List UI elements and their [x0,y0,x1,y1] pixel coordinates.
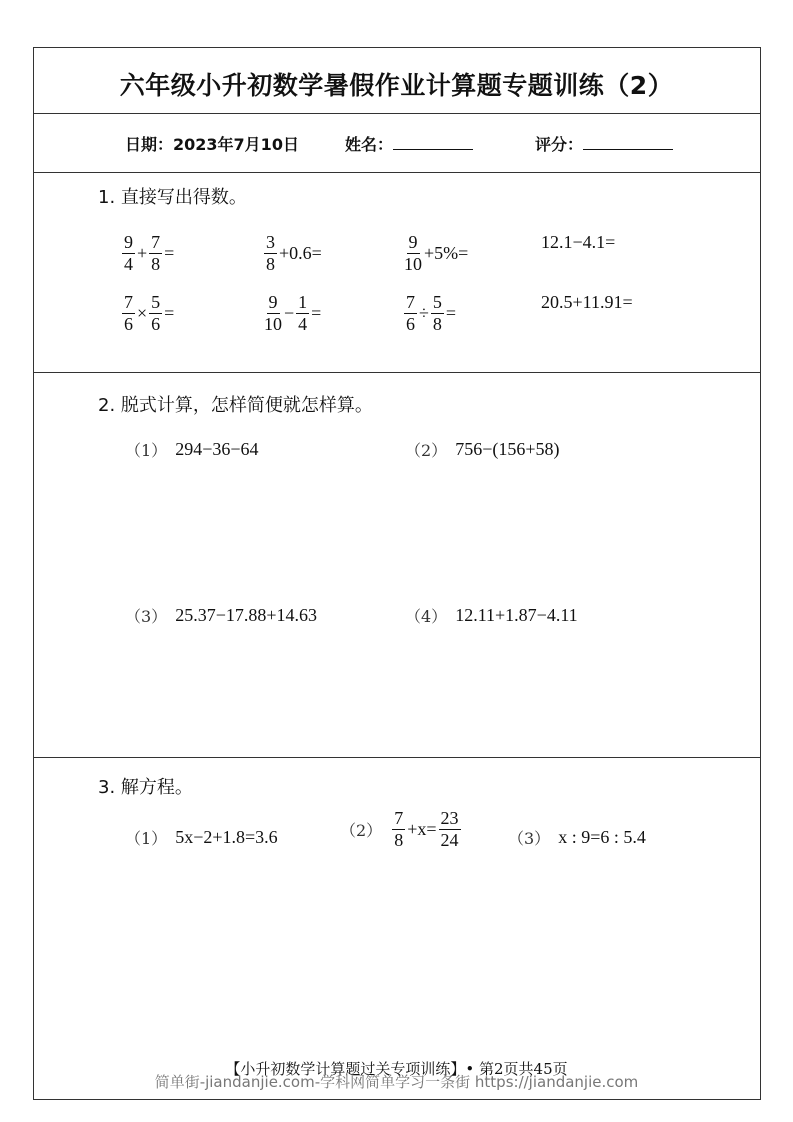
fraction [149,292,162,334]
expression-text: = [311,302,322,323]
calc-item [402,232,468,274]
denominator: 10 [404,253,422,274]
calc-problem [405,438,559,461]
fraction [404,232,422,274]
expression-text: 5x−2+1.8=3.6 [175,827,278,847]
name-blank[interactable] [393,135,473,150]
problem-label: （2） [340,820,383,840]
expression-text: +x= [407,818,437,839]
expression-text: 12.1−4.1= [541,232,616,252]
expression-text: 294−36−64 [175,439,259,459]
divider [33,372,761,373]
fraction [264,292,282,334]
date-field [125,132,299,155]
denominator: 4 [298,313,308,334]
fraction [264,232,277,274]
expression-text: 12.11+1.87−4.11 [455,605,578,625]
score-field [535,132,673,155]
calc-problem [125,438,259,461]
denominator: 4 [124,253,133,274]
divider [33,757,761,758]
denominator: 8 [394,829,404,850]
numerator: 1 [298,292,308,312]
calc-problem [405,604,578,627]
expression-text: 756−(156+58) [455,439,560,459]
equation [508,826,646,849]
denominator: 6 [151,313,161,334]
section-heading: 1. 直接写出得数。 [98,187,247,208]
name-field [345,132,473,155]
numerator: 7 [406,292,415,312]
expression-text: ÷ [419,302,429,323]
expression-text: − [284,302,295,323]
divider [33,113,761,114]
numerator: 23 [440,808,459,828]
problem-label: （3） [125,607,168,626]
expression-text: +0.6= [279,242,322,263]
numerator: 3 [266,232,275,252]
fraction [439,808,461,850]
fraction [149,232,162,274]
numerator: 9 [268,292,278,312]
denominator: 6 [124,313,133,334]
problem-label: （4） [405,607,448,626]
fraction [122,292,135,334]
numerator: 7 [151,232,161,252]
section-heading: 3. 解方程。 [98,777,193,798]
equation [125,826,278,849]
numerator: 5 [151,292,161,312]
calc-problem [125,604,317,627]
expression-text: = [164,302,175,323]
denominator: 8 [151,253,161,274]
expression-text: = [164,242,175,263]
fraction [122,232,135,274]
score-label: 评分： [535,135,584,154]
expression-text: + [137,242,148,263]
numerator: 9 [124,232,133,252]
expression-text: 25.37−17.88+14.63 [175,605,317,625]
expression-text: +5%= [424,242,469,263]
page-footer: 【小升初数学计算题过关专项训练】• 第2页共45页 [225,1060,568,1078]
section-heading: 2. 脱式计算，怎样简便就怎样算。 [98,395,373,416]
watermark: 简单街-jiandanjie.com-学科网简单学习一条街 https://jiandanjie.com [154,1073,639,1091]
numerator: 7 [394,808,404,828]
denominator: 8 [432,313,442,334]
calc-item [541,232,615,253]
problem-label: （2） [405,441,448,460]
problem-label: （1） [125,829,168,848]
denominator: 6 [406,313,415,334]
page-title: 六年级小升初数学暑假作业计算题专题训练（2） [119,71,674,100]
expression-text: 20.5+11.91= [541,292,633,312]
calc-item [541,292,633,313]
name-label: 姓名： [345,135,394,154]
date-value: 2023年7月10日 [173,135,299,154]
fraction [404,292,417,334]
calc-item [120,232,174,274]
calc-item [262,292,321,334]
numerator: 9 [408,232,418,252]
denominator: 10 [264,313,282,334]
calc-item [262,232,322,274]
divider [33,172,761,173]
equation [340,808,463,850]
calc-item [120,292,174,334]
problem-label: （1） [125,441,168,460]
fraction [296,292,309,334]
problem-label: （3） [508,829,551,848]
expression-text: × [137,302,148,323]
numerator: 5 [432,292,442,312]
numerator: 7 [124,292,133,312]
fraction [392,808,405,850]
denominator: 24 [440,829,459,850]
expression-text: x : 9=6 : 5.4 [558,827,646,847]
denominator: 8 [266,253,275,274]
date-label: 日期： [125,135,174,154]
fraction [431,292,444,334]
expression-text: = [445,302,457,323]
calc-item [402,292,456,334]
score-blank[interactable] [583,135,673,150]
